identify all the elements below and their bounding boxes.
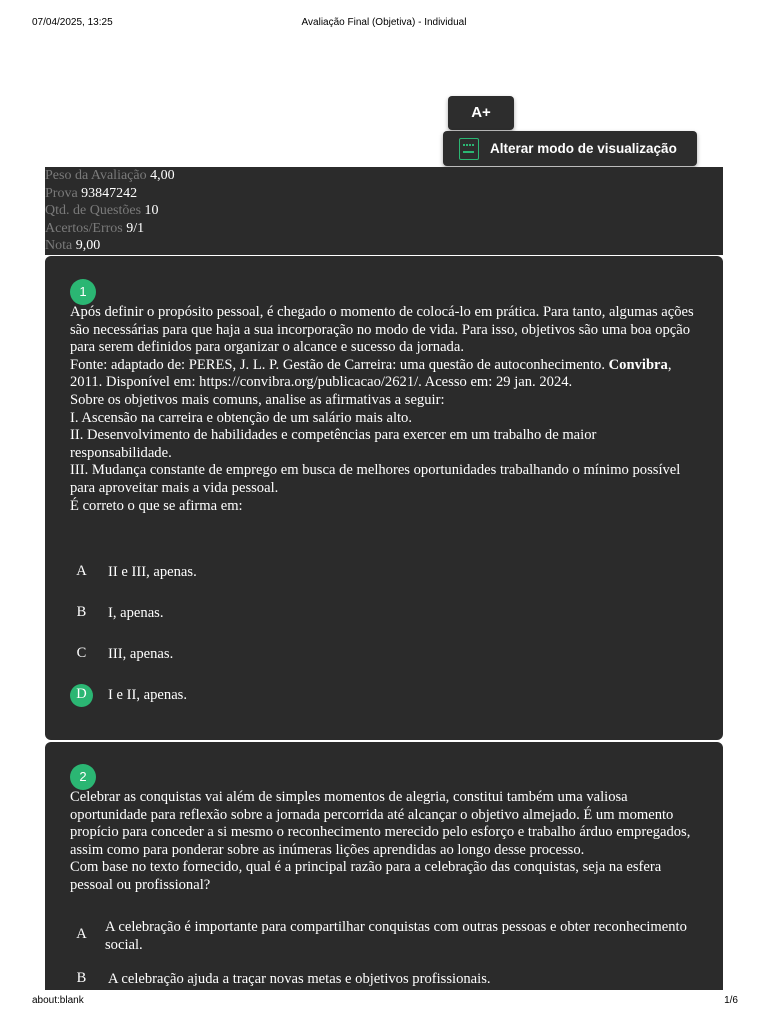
- statement-iii: III. Mudança constante de emprego em busca de melhores oportunidades trabalhando o mínimo possível para aproveitar mais a vida pessoal.: [70, 462, 681, 496]
- question-paragraph: Celebrar as conquistas vai além de simples momentos de alegria, constitui também uma valiosa oportunidade para reflexão sobre a jornada percorrida até alcançar o objetivo almejado. É um momento propício para conceder a si mesmo o reconhecimento merecido pelo esforço e trabalho árduo empregados, assim como para ponderar sobre as inúmeras lições aprendidas ao longo desse processo.: [70, 789, 691, 858]
- option-a[interactable]: [70, 561, 700, 585]
- question-ask: Com base no texto fornecido, qual é a principal razão para a celebração das conquistas, seja na esfera pessoal ou profissional?: [70, 859, 662, 893]
- print-url: about:blank: [32, 995, 84, 1006]
- question-statement: [70, 304, 695, 515]
- statement-i: I. Ascensão na carreira e obtenção de um salário mais alto.: [70, 409, 412, 426]
- question-prompt: Sobre os objetivos mais comuns, analise as afirmativas a seguir:: [70, 391, 445, 408]
- option-d[interactable]: [70, 684, 700, 708]
- question-ask: É correto o que se afirma em:: [70, 497, 243, 514]
- exam-label: Prova: [45, 185, 78, 201]
- option-a[interactable]: [70, 919, 700, 955]
- print-page-title: Avaliação Final (Objetiva) - Individual: [301, 17, 467, 28]
- weight-value: 4,00: [150, 168, 175, 183]
- option-letter: A: [76, 926, 87, 942]
- option-text: A celebração ajuda a traçar novas metas e objetivos profissionais.: [108, 971, 491, 987]
- option-letter: B: [76, 604, 87, 620]
- summary-grade: [45, 237, 723, 255]
- question-card: [45, 742, 723, 990]
- grade-label: Nota: [45, 238, 73, 254]
- option-letter: A: [76, 563, 87, 579]
- print-page-number: 1/6: [724, 995, 738, 1006]
- source-journal: Convibra: [608, 356, 668, 373]
- option-text: I e II, apenas.: [108, 687, 188, 703]
- print-datetime: 07/04/2025, 13:25: [32, 17, 113, 28]
- source-text: Fonte: adaptado de: PERES, J. L. P. Gestão de Carreira: uma questão de autoconhecimento.: [70, 356, 605, 373]
- option-b[interactable]: [70, 602, 700, 626]
- question-paragraph: Após definir o propósito pessoal, é chegado o momento de colocá-lo em prática. Para tanto, algumas ações são necessárias para que haja a sua incorporação no modo de vida. Para isso, objetivos são uma boa opção para serem definidos para organizar o alcance e sucesso da jornada.: [70, 304, 694, 356]
- view-mode-icon: [459, 138, 479, 160]
- question-statement: [70, 789, 695, 895]
- grade-value: 9,00: [75, 238, 101, 254]
- score-value: 9/1: [126, 220, 145, 236]
- summary-score: [45, 220, 723, 238]
- option-letter-correct: D: [70, 684, 93, 707]
- change-view-mode-button[interactable]: [443, 131, 697, 166]
- option-letter: B: [76, 970, 87, 986]
- print-footer: [0, 995, 768, 1009]
- print-header: [0, 17, 768, 31]
- question-source: [70, 357, 695, 392]
- source-details: , 2011. Disponível em: https://convibra.org/publicacao/2621/. Acesso em: 29 jan. 2024.: [70, 356, 672, 391]
- option-text: II e III, apenas.: [108, 564, 197, 580]
- question-card: [45, 256, 723, 740]
- statement-ii: II. Desenvolvimento de habilidades e competências para exercer em um trabalho de maior responsabilidade.: [70, 427, 597, 461]
- question-number-badge: 1: [70, 279, 96, 305]
- increase-font-label: A+: [471, 104, 491, 121]
- exam-value: 93847242: [81, 185, 138, 201]
- weight-label: Peso da Avaliação: [45, 168, 147, 183]
- summary-weight: [45, 167, 723, 185]
- exam-summary: [45, 167, 723, 255]
- questions-value: 10: [144, 203, 159, 219]
- option-text: I, apenas.: [108, 605, 164, 621]
- option-text: A celebração é importante para compartilhar conquistas com outras pessoas e obter reconhecimento social.: [105, 919, 687, 953]
- option-text: III, apenas.: [108, 646, 174, 662]
- option-c[interactable]: [70, 643, 700, 667]
- option-letter: C: [76, 645, 87, 661]
- summary-questions: [45, 202, 723, 220]
- questions-label: Qtd. de Questões: [45, 203, 142, 219]
- summary-exam: [45, 185, 723, 203]
- increase-font-button[interactable]: [448, 96, 514, 130]
- score-label: Acertos/Erros: [45, 220, 123, 236]
- question-number-badge: 2: [70, 764, 96, 790]
- view-mode-label: Alterar modo de visualização: [490, 141, 677, 156]
- option-b[interactable]: [70, 971, 700, 990]
